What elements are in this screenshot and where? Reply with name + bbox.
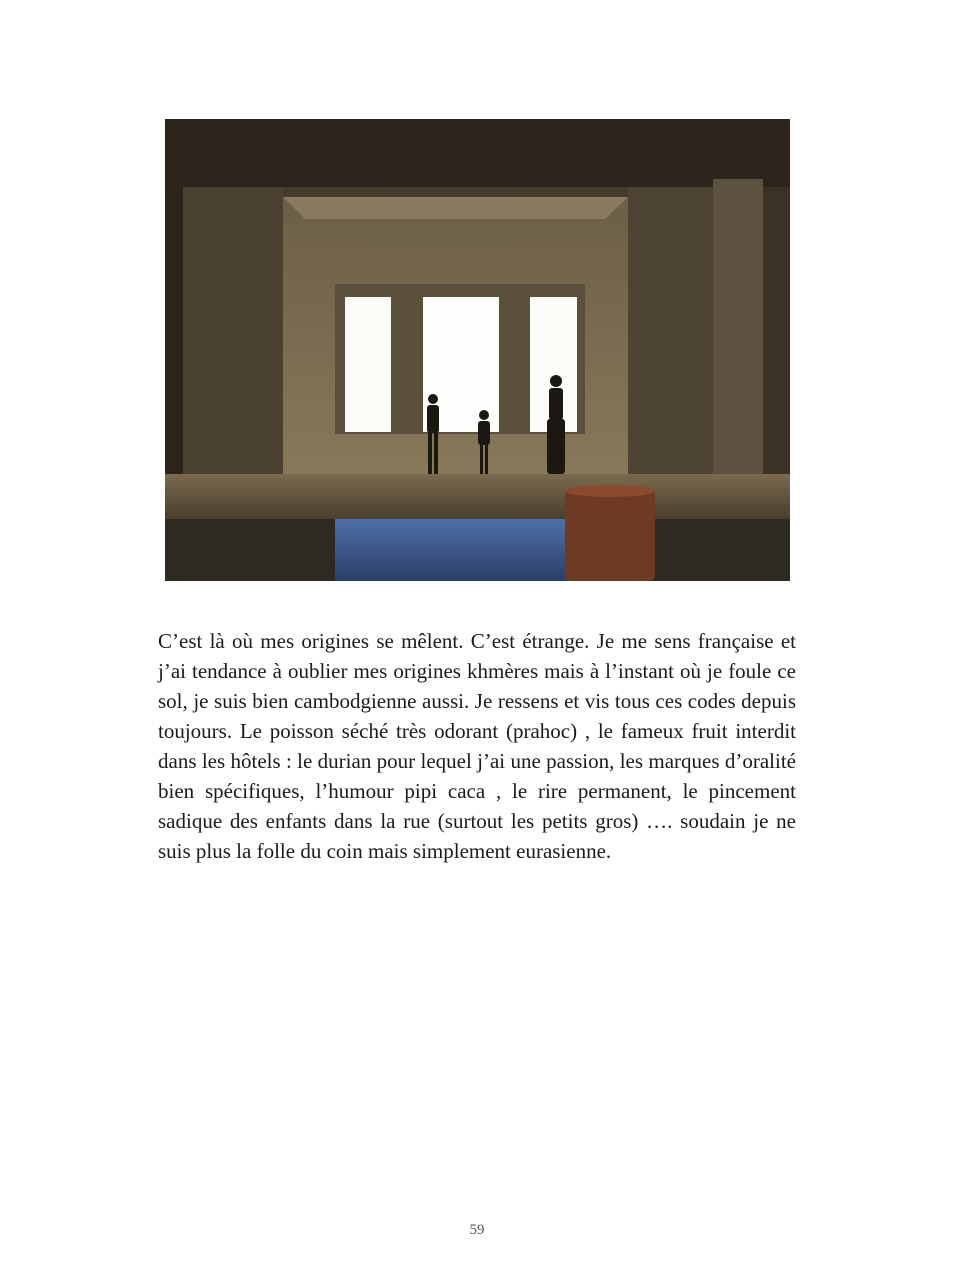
- body-paragraph: C’est là où mes origines se mêlent. C’est étrange. Je me sens française et j’ai tendance à oublier mes origines khmères mais à l’instant où je foule ce sol, je suis bien cambodgienne aussi. Je ressens et vis tous ces codes depuis toujours. Le poisson séché très odorant (prahoc) , le fameux fruit interdit dans les hôtels : le durian pour lequel j’ai une passion, les marques d’oralité bien spécifiques, l’humour pipi caca , le rire permanent, le pincement sadique des enfants dans la rue (surtout les petits gros) …. soudain je ne suis plus la folle du coin mais simplement eurasienne.: [158, 629, 796, 863]
- page-number: 59: [469, 1222, 485, 1238]
- hall-photo: [165, 119, 790, 581]
